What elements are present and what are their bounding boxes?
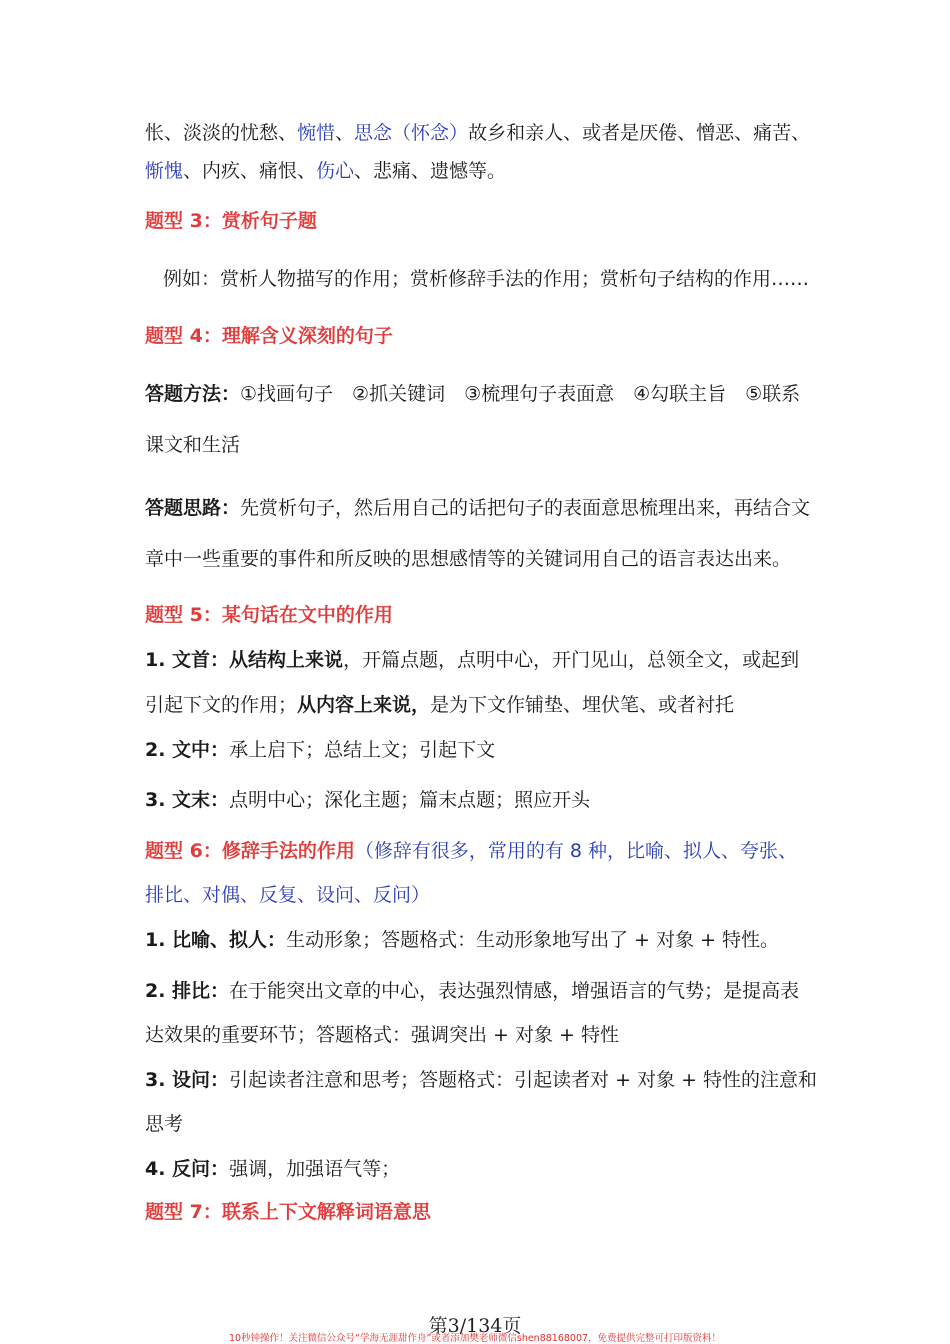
- footer-note: 10秒钟操作！关注微信公众号“学海无涯甜作舟”或者添加樊老师微信shen88168007，免费提供完整可打印版资料！: [228, 1333, 722, 1344]
- approach-line: 答题思路：先赏析句子，然后用自己的话把句子的表面意思梳理出来，再结合文: [145, 497, 811, 519]
- list-item: 3. 文末：点明中心；深化主题；篇末点题；照应开头: [145, 789, 591, 811]
- example-line: 例如：赏析人物描写的作用；赏析修辞手法的作用；赏析句子结构的作用……: [163, 268, 810, 290]
- emotion-word: 惋惜: [297, 122, 336, 144]
- section-heading-type3: 题型 3：赏析句子题: [145, 210, 317, 232]
- list-item: 3. 设问：引起读者注意和思考；答题格式：引起读者对 + 对象 + 特性的注意和: [145, 1069, 818, 1091]
- section-heading-type6: 题型 6：修辞手法的作用（修辞有很多，常用的有 8 种，比喻、拟人、夸张、: [145, 840, 798, 862]
- list-item-cont: 引起下文的作用；从内容上来说，是为下文作铺垫、埋伏笔、或者衬托: [145, 694, 735, 716]
- text-line: 惭愧、内疚、痛恨、伤心、悲痛、遗憾等。: [145, 160, 507, 182]
- emotion-word: 惭愧: [145, 160, 184, 182]
- list-item: 1. 文首：从结构上来说，开篇点题，点明中心，开门见山，总领全文，或起到: [145, 649, 800, 671]
- text-line: 怅、淡淡的忧愁、惋惜、思念（怀念）故乡和亲人、或者是厌倦、憎恶、痛苦、: [145, 122, 811, 144]
- approach-line-cont: 章中一些重要的事件和所反映的思想感情等的关键词用自己的语言表达出来。: [145, 548, 792, 570]
- page-number: 第3/134页: [428, 1315, 522, 1337]
- emotion-word: 思念（怀念）: [354, 122, 469, 144]
- list-item: 4. 反问：强调，加强语气等；: [145, 1158, 401, 1180]
- list-item: 2. 排比：在于能突出文章的中心，表达强烈情感，增强语言的气势；是提高表: [145, 980, 800, 1002]
- section-heading-type5: 题型 5：某句话在文中的作用: [145, 604, 393, 626]
- emotion-word: 伤心: [316, 160, 355, 182]
- section-heading-type7: 题型 7：联系上下文解释词语意思: [145, 1201, 431, 1223]
- list-item-cont: 达效果的重要环节；答题格式：强调突出 + 对象 + 特性: [145, 1024, 619, 1046]
- method-line: 答题方法：①找画句子 ②抓关键词 ③梳理句子表面意 ④勾联主旨 ⑤联系: [145, 383, 801, 405]
- method-line-cont: 课文和生活: [145, 434, 241, 456]
- list-item: 1. 比喻、拟人：生动形象；答题格式：生动形象地写出了 + 对象 + 特性。: [145, 929, 780, 951]
- section-heading-type4: 题型 4：理解含义深刻的句子: [145, 325, 393, 347]
- list-item-cont: 思考: [145, 1113, 184, 1135]
- section-heading-type6-cont: 排比、对偶、反复、设问、反问）: [145, 884, 431, 906]
- list-item: 2. 文中：承上启下；总结上文；引起下文: [145, 739, 496, 761]
